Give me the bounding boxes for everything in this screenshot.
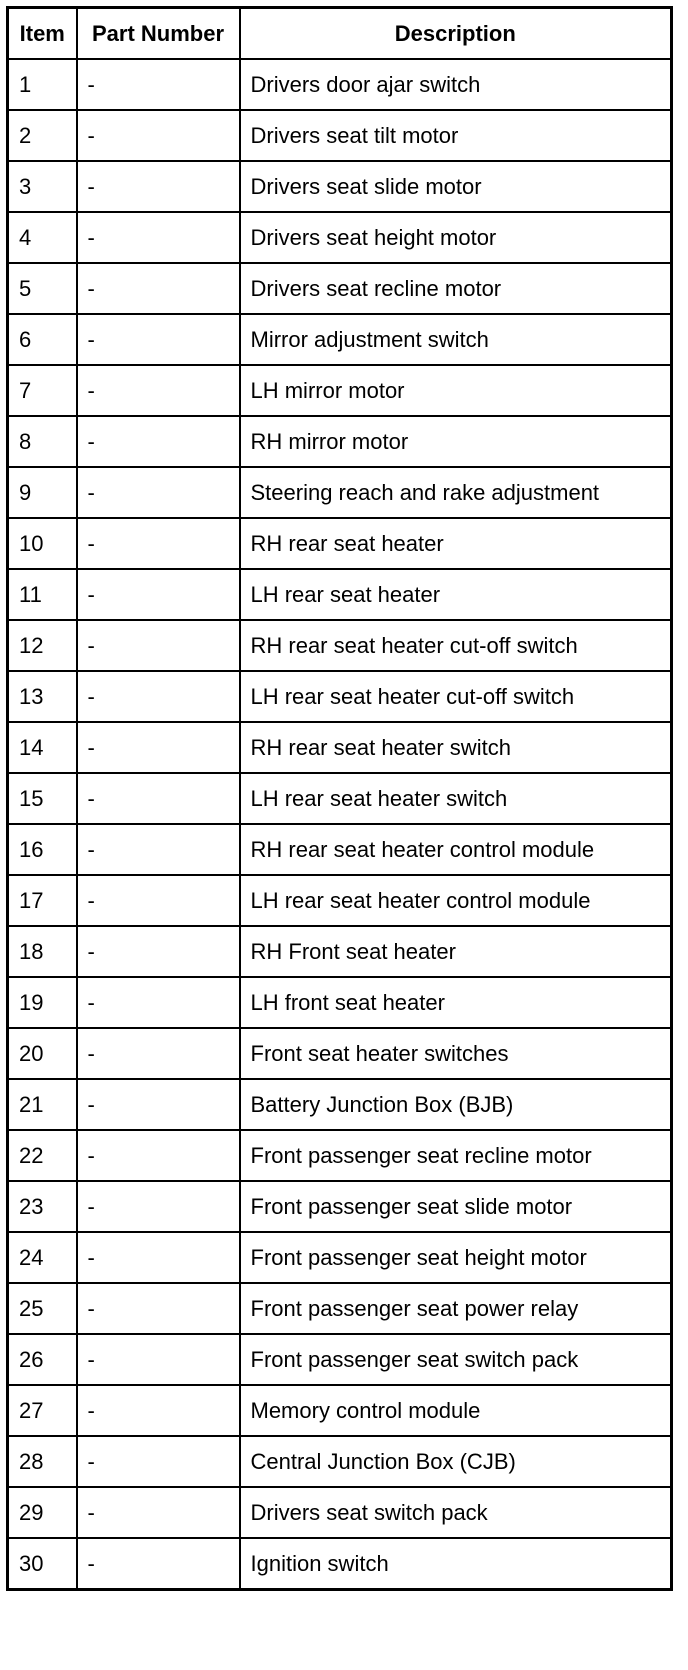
header-row (8, 8, 672, 60)
table-row (8, 671, 672, 722)
part-number-cell: - (77, 1028, 240, 1079)
part-number-cell: - (77, 773, 240, 824)
part-number-cell: - (77, 467, 240, 518)
part-number-cell: - (77, 569, 240, 620)
part-number-cell: - (77, 1181, 240, 1232)
part-number-cell: - (77, 365, 240, 416)
table-row (8, 977, 672, 1028)
item-number-cell: 30 (8, 1538, 77, 1590)
item-number-cell: 9 (8, 467, 77, 518)
item-number-cell: 15 (8, 773, 77, 824)
item-number-cell: 2 (8, 110, 77, 161)
description-cell: LH rear seat heater cut-off switch (240, 671, 672, 722)
description-cell: Front passenger seat height motor (240, 1232, 672, 1283)
table-row (8, 1232, 672, 1283)
table-row (8, 773, 672, 824)
item-number-cell: 17 (8, 875, 77, 926)
table-row (8, 314, 672, 365)
item-number-cell: 12 (8, 620, 77, 671)
table-row (8, 1283, 672, 1334)
description-cell: RH rear seat heater (240, 518, 672, 569)
table-row (8, 1487, 672, 1538)
description-cell: Drivers seat height motor (240, 212, 672, 263)
table-row (8, 416, 672, 467)
table-row (8, 1028, 672, 1079)
item-number-cell: 24 (8, 1232, 77, 1283)
description-cell: Drivers seat switch pack (240, 1487, 672, 1538)
table-row (8, 110, 672, 161)
description-cell: LH rear seat heater (240, 569, 672, 620)
part-number-cell: - (77, 722, 240, 773)
description-cell: Ignition switch (240, 1538, 672, 1590)
description-cell: RH rear seat heater control module (240, 824, 672, 875)
item-number-cell: 7 (8, 365, 77, 416)
part-number-cell: - (77, 212, 240, 263)
item-number-cell: 16 (8, 824, 77, 875)
item-number-cell: 13 (8, 671, 77, 722)
item-number-cell: 19 (8, 977, 77, 1028)
item-number-cell: 29 (8, 1487, 77, 1538)
part-number-cell: - (77, 1283, 240, 1334)
table-row (8, 1130, 672, 1181)
description-cell: RH rear seat heater switch (240, 722, 672, 773)
table-row (8, 1538, 672, 1590)
description-cell: Front seat heater switches (240, 1028, 672, 1079)
part-number-cell: - (77, 875, 240, 926)
table-row (8, 1181, 672, 1232)
header-description: Description (240, 8, 672, 60)
table-row (8, 518, 672, 569)
description-cell: LH front seat heater (240, 977, 672, 1028)
part-number-cell: - (77, 1385, 240, 1436)
item-number-cell: 25 (8, 1283, 77, 1334)
table-body (8, 59, 672, 1590)
table-row (8, 569, 672, 620)
description-cell: Front passenger seat recline motor (240, 1130, 672, 1181)
table-row (8, 1079, 672, 1130)
part-number-cell: - (77, 1232, 240, 1283)
item-number-cell: 20 (8, 1028, 77, 1079)
item-number-cell: 3 (8, 161, 77, 212)
description-cell: Drivers seat recline motor (240, 263, 672, 314)
part-number-cell: - (77, 1334, 240, 1385)
item-number-cell: 18 (8, 926, 77, 977)
item-number-cell: 8 (8, 416, 77, 467)
description-cell: LH rear seat heater control module (240, 875, 672, 926)
table-row (8, 722, 672, 773)
description-cell: LH rear seat heater switch (240, 773, 672, 824)
item-number-cell: 5 (8, 263, 77, 314)
description-cell: Steering reach and rake adjustment (240, 467, 672, 518)
description-cell: Front passenger seat switch pack (240, 1334, 672, 1385)
description-cell: Front passenger seat power relay (240, 1283, 672, 1334)
part-number-cell: - (77, 1079, 240, 1130)
description-cell: Drivers door ajar switch (240, 59, 672, 110)
part-number-cell: - (77, 314, 240, 365)
part-number-cell: - (77, 926, 240, 977)
part-number-cell: - (77, 1487, 240, 1538)
part-number-cell: - (77, 977, 240, 1028)
part-number-cell: - (77, 518, 240, 569)
part-number-cell: - (77, 110, 240, 161)
part-number-cell: - (77, 1130, 240, 1181)
table-row (8, 212, 672, 263)
table-row (8, 365, 672, 416)
item-number-cell: 11 (8, 569, 77, 620)
part-number-cell: - (77, 671, 240, 722)
description-cell: Drivers seat slide motor (240, 161, 672, 212)
description-cell: RH mirror motor (240, 416, 672, 467)
item-number-cell: 27 (8, 1385, 77, 1436)
table-row (8, 467, 672, 518)
item-number-cell: 28 (8, 1436, 77, 1487)
part-number-cell: - (77, 263, 240, 314)
description-cell: RH rear seat heater cut-off switch (240, 620, 672, 671)
table-header (8, 8, 672, 60)
description-cell: Central Junction Box (CJB) (240, 1436, 672, 1487)
table-row (8, 263, 672, 314)
item-number-cell: 26 (8, 1334, 77, 1385)
table-row (8, 1436, 672, 1487)
header-part-number: Part Number (77, 8, 240, 60)
description-cell: Front passenger seat slide motor (240, 1181, 672, 1232)
table-row (8, 1334, 672, 1385)
part-number-cell: - (77, 59, 240, 110)
description-cell: Battery Junction Box (BJB) (240, 1079, 672, 1130)
item-number-cell: 21 (8, 1079, 77, 1130)
table-row (8, 620, 672, 671)
table-row (8, 926, 672, 977)
header-item: Item (8, 8, 77, 60)
description-cell: RH Front seat heater (240, 926, 672, 977)
description-cell: Memory control module (240, 1385, 672, 1436)
description-cell: LH mirror motor (240, 365, 672, 416)
part-number-cell: - (77, 416, 240, 467)
table-row (8, 824, 672, 875)
table-row (8, 59, 672, 110)
item-number-cell: 10 (8, 518, 77, 569)
item-number-cell: 22 (8, 1130, 77, 1181)
part-number-cell: - (77, 161, 240, 212)
part-number-cell: - (77, 1538, 240, 1590)
parts-table (6, 6, 673, 1591)
part-number-cell: - (77, 620, 240, 671)
table-row (8, 875, 672, 926)
item-number-cell: 23 (8, 1181, 77, 1232)
part-number-cell: - (77, 1436, 240, 1487)
item-number-cell: 4 (8, 212, 77, 263)
description-cell: Drivers seat tilt motor (240, 110, 672, 161)
table-row (8, 1385, 672, 1436)
table-row (8, 161, 672, 212)
description-cell: Mirror adjustment switch (240, 314, 672, 365)
item-number-cell: 6 (8, 314, 77, 365)
part-number-cell: - (77, 824, 240, 875)
item-number-cell: 14 (8, 722, 77, 773)
item-number-cell: 1 (8, 59, 77, 110)
